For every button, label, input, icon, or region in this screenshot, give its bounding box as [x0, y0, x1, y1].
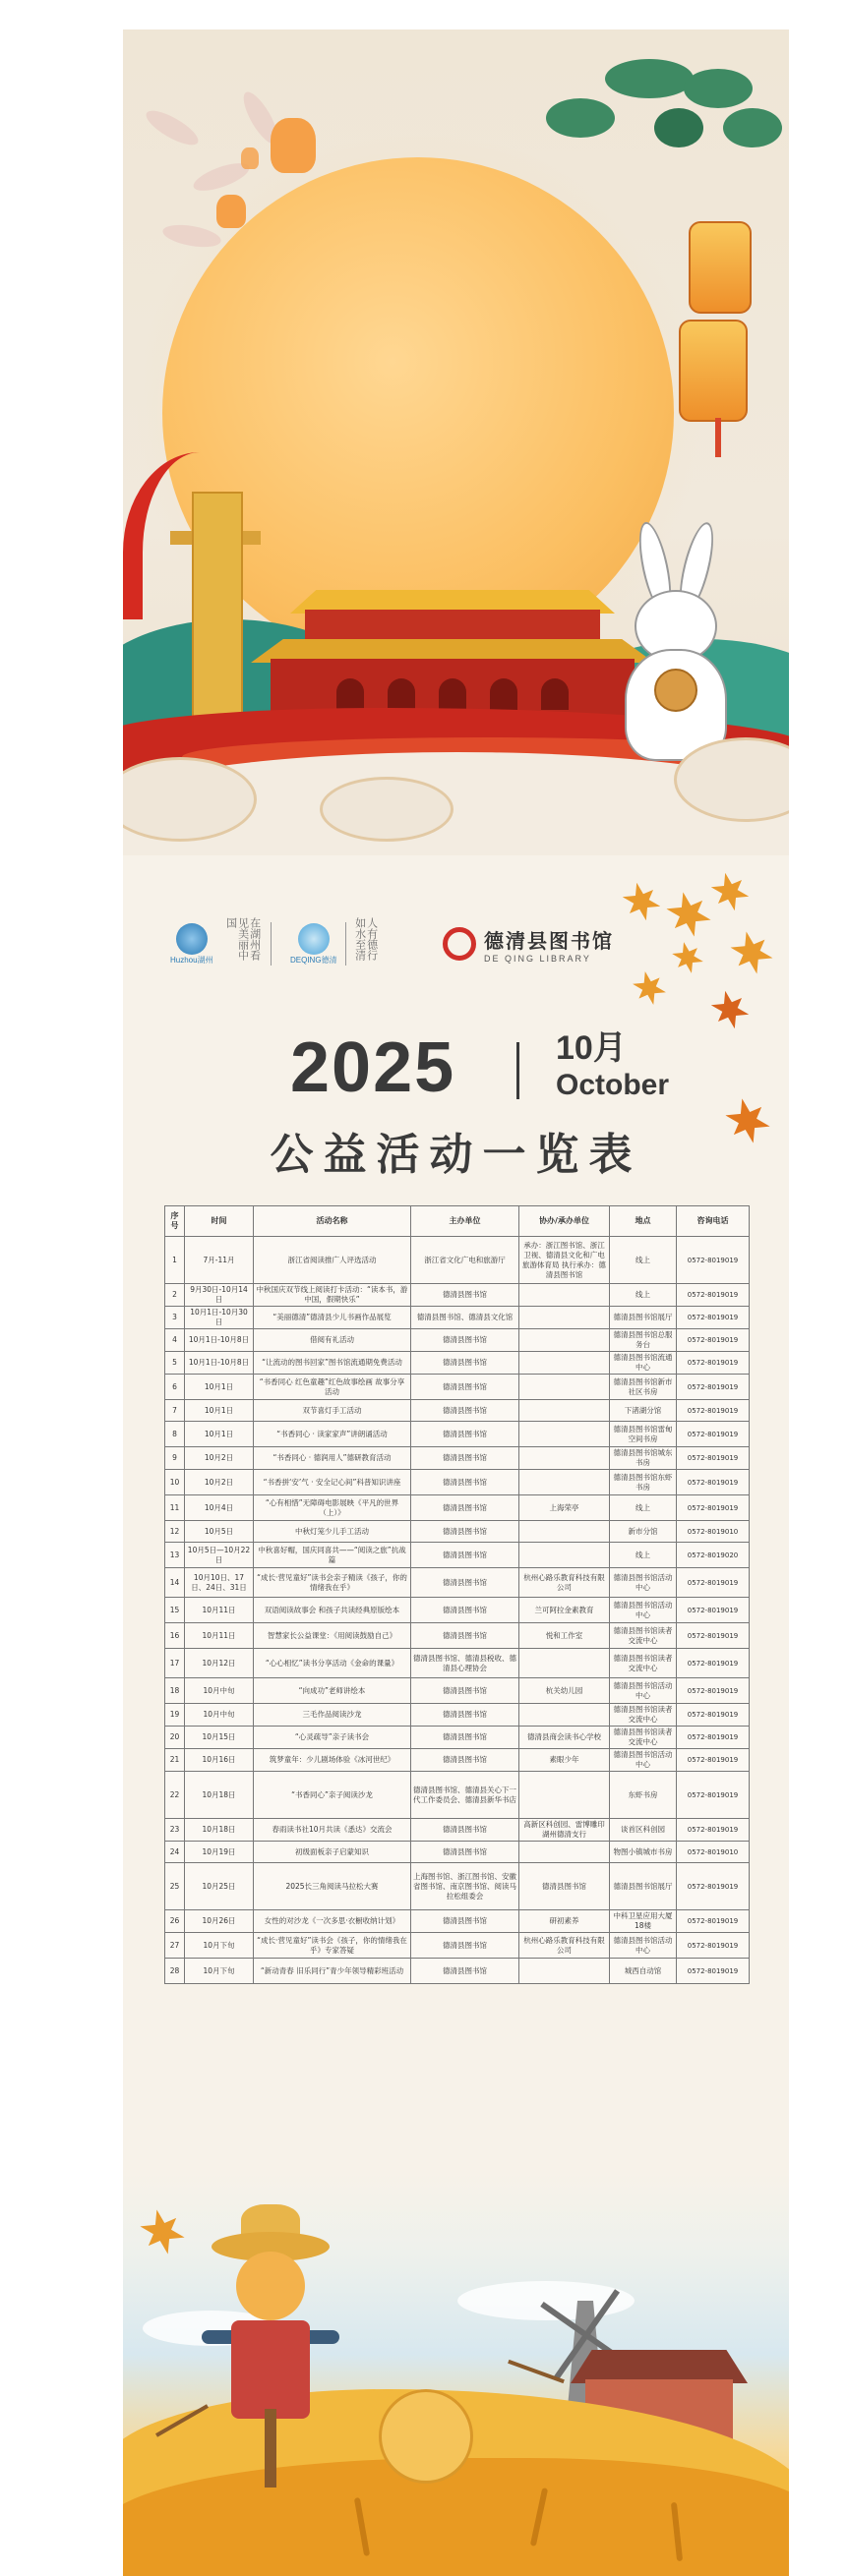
- table-cell: 德清县商会读书心学校: [519, 1727, 610, 1749]
- table-cell: 中科卫星应用大厦18楼: [610, 1910, 677, 1933]
- table-cell: 浙江省阅读推广人评选活动: [254, 1237, 411, 1284]
- table-cell: [519, 1400, 610, 1422]
- table-cell: 研初素养: [519, 1910, 610, 1933]
- table-cell: 10月26日: [185, 1910, 254, 1933]
- table-row: [165, 1521, 750, 1543]
- table-cell: [519, 1352, 610, 1375]
- table-cell: 15: [165, 1598, 185, 1623]
- table-row: [165, 1447, 750, 1470]
- table-cell: “心有相惜”无障碍电影展映《平凡的世界（上）》: [254, 1495, 411, 1521]
- table-cell: 0572-8019019: [677, 1237, 750, 1284]
- column-header: 时间: [185, 1206, 254, 1237]
- page-title: 公益活动一览表: [270, 1130, 642, 1180]
- table-cell: 线上: [610, 1284, 677, 1307]
- activity-table: [164, 1205, 750, 1984]
- table-cell: 新市分馆: [610, 1521, 677, 1543]
- table-header-row: [165, 1206, 750, 1237]
- table-cell: 0572-8019019: [677, 1284, 750, 1307]
- table-cell: [519, 1543, 610, 1568]
- table-cell: 德清县图书馆: [411, 1704, 519, 1727]
- table-cell: 23: [165, 1819, 185, 1842]
- table-cell: 10月5日—10月22日: [185, 1543, 254, 1568]
- top-margin: [0, 0, 847, 29]
- table-cell: 17: [165, 1649, 185, 1678]
- table-cell: 德清县图书馆展厅: [610, 1307, 677, 1329]
- table-row: [165, 1568, 750, 1598]
- table-row: [165, 1649, 750, 1678]
- table-cell: 德清县图书馆、德清县关心下一代工作委员会、德清县新华书店: [411, 1772, 519, 1819]
- table-cell: 德清县图书馆: [411, 1910, 519, 1933]
- table-cell: 20: [165, 1727, 185, 1749]
- table-cell: 德清县图书馆: [411, 1470, 519, 1495]
- table-cell: 0572-8019019: [677, 1749, 750, 1772]
- table-cell: “成长·营见童好”读书会亲子精读《孩子，你的情绪我在乎》: [254, 1568, 411, 1598]
- table-cell: 中秋喜好帽，国庆同喜共——“阅读之旅”抗战篇: [254, 1543, 411, 1568]
- table-cell: 德清县图书馆: [411, 1819, 519, 1842]
- table-cell: 0572-8019019: [677, 1307, 750, 1329]
- huzhou-slogan: 在湖州看见美丽中国: [224, 917, 262, 961]
- table-cell: “向成功”老师讲绘本: [254, 1678, 411, 1704]
- table-row: [165, 1933, 750, 1959]
- table-cell: 0572-8019019: [677, 1727, 750, 1749]
- table-cell: 德清县图书馆: [411, 1329, 519, 1352]
- table-cell: 德清县图书馆活动中心: [610, 1598, 677, 1623]
- table-cell: 线上: [610, 1237, 677, 1284]
- table-cell: 承办：浙江图书馆、浙江卫视、德清县文化和广电旅游体育局 执行承办：德清县图书馆: [519, 1237, 610, 1284]
- table-cell: 高新区科创园、雷博雕印湖州德清支行: [519, 1819, 610, 1842]
- table-cell: 春雨读书社10月共读《悉达》交流会: [254, 1819, 411, 1842]
- table-cell: [519, 1842, 610, 1863]
- table-cell: 德清县图书馆: [411, 1678, 519, 1704]
- table-cell: 18: [165, 1678, 185, 1704]
- table-cell: [519, 1521, 610, 1543]
- table-cell: 10月15日: [185, 1727, 254, 1749]
- table-cell: 28: [165, 1959, 185, 1984]
- deqing-mark-icon: [298, 923, 330, 955]
- table-cell: [519, 1447, 610, 1470]
- table-cell: 德清县图书馆雷甸空间书房: [610, 1422, 677, 1447]
- table-cell: 德清县图书馆: [411, 1598, 519, 1623]
- table-cell: 10月18日: [185, 1772, 254, 1819]
- table-row: [165, 1284, 750, 1307]
- library-name: 德清县图书馆: [484, 928, 614, 953]
- table-cell: 25: [165, 1863, 185, 1910]
- table-cell: 16: [165, 1623, 185, 1649]
- table-cell: 0572-8019019: [677, 1819, 750, 1842]
- sky-lantern-icon: [271, 118, 316, 173]
- table-cell: 德清县图书馆、德清县税收、德清县心理协会: [411, 1649, 519, 1678]
- table-cell: 德清县图书馆: [411, 1543, 519, 1568]
- table-cell: 德清县图书馆: [411, 1422, 519, 1447]
- table-cell: [519, 1375, 610, 1400]
- table-cell: 下渚湖分馆: [610, 1400, 677, 1422]
- table-cell: 0572-8019019: [677, 1470, 750, 1495]
- table-cell: 德清县图书馆展厅: [610, 1863, 677, 1910]
- table-cell: 城西自动馆: [610, 1959, 677, 1984]
- table-cell: 杭关幼儿园: [519, 1678, 610, 1704]
- maple-leaf-icon: [135, 2204, 191, 2260]
- table-row: [165, 1910, 750, 1933]
- table-cell: 东虾书房: [610, 1772, 677, 1819]
- table-cell: 德清县图书馆城东书房: [610, 1447, 677, 1470]
- table-cell: 兰可阿拉金素教育: [519, 1598, 610, 1623]
- table-row: [165, 1470, 750, 1495]
- table-cell: 10月11日: [185, 1623, 254, 1649]
- year-heading: 2025: [290, 1028, 456, 1107]
- table-row: [165, 1375, 750, 1400]
- table-row: [165, 1749, 750, 1772]
- table-cell: 双节喜灯手工活动: [254, 1400, 411, 1422]
- huzhou-logo-text: Huzhou湖州: [170, 955, 213, 965]
- palace-lantern-icon: [689, 221, 752, 314]
- table-cell: “书香同心 红色童趣”红色故事绘画 故事分享活动: [254, 1375, 411, 1400]
- table-cell: 24: [165, 1842, 185, 1863]
- table-cell: 杭州心路乐教育科技有限公司: [519, 1933, 610, 1959]
- table-cell: 10: [165, 1470, 185, 1495]
- table-cell: 德清县图书馆: [411, 1375, 519, 1400]
- table-cell: 9: [165, 1447, 185, 1470]
- table-cell: “成长·营见童好”读书会《孩子，你的情绪我在乎》专家答疑: [254, 1933, 411, 1959]
- table-cell: 5: [165, 1352, 185, 1375]
- table-cell: 10月5日: [185, 1521, 254, 1543]
- table-row: [165, 1400, 750, 1422]
- table-cell: 0572-8019019: [677, 1568, 750, 1598]
- table-cell: 三毛作品阅读沙龙: [254, 1704, 411, 1727]
- table-cell: 2025长三角阅读马拉松大赛: [254, 1863, 411, 1910]
- column-header: 主办单位: [411, 1206, 519, 1237]
- table-cell: 14: [165, 1568, 185, 1598]
- table-cell: 10月2日: [185, 1447, 254, 1470]
- table-cell: 0572-8019019: [677, 1678, 750, 1704]
- table-cell: 中秋灯笼少儿手工活动: [254, 1521, 411, 1543]
- hay-bale: [379, 2389, 473, 2484]
- table-cell: 0572-8019019: [677, 1649, 750, 1678]
- table-cell: 素眼少年: [519, 1749, 610, 1772]
- table-cell: 德清县图书馆活动中心: [610, 1678, 677, 1704]
- column-header: 咨询电话: [677, 1206, 750, 1237]
- table-cell: 3: [165, 1307, 185, 1329]
- table-cell: 悦和工作室: [519, 1623, 610, 1649]
- table-row: [165, 1623, 750, 1649]
- table-cell: 7: [165, 1400, 185, 1422]
- table-cell: 德清县图书馆: [411, 1842, 519, 1863]
- table-row: [165, 1543, 750, 1568]
- table-row: [165, 1422, 750, 1447]
- harvest-illustration: [123, 2173, 789, 2576]
- table-cell: 0572-8019019: [677, 1772, 750, 1819]
- maple-leaf-icon: [706, 868, 754, 915]
- table-cell: 中秋国庆双节线上阅读打卡活动：“读本书，游中国，假期快乐”: [254, 1284, 411, 1307]
- table-cell: 德清县图书馆读者交流中心: [610, 1727, 677, 1749]
- table-cell: 9月30日-10月14日: [185, 1284, 254, 1307]
- table-cell: 10月2日: [185, 1470, 254, 1495]
- table-cell: 8: [165, 1422, 185, 1447]
- table-cell: 德清县图书馆: [411, 1568, 519, 1598]
- table-cell: 27: [165, 1933, 185, 1959]
- deqing-slogan: 人有德行如水至清: [353, 917, 379, 961]
- table-row: [165, 1495, 750, 1521]
- table-cell: “书香同心”亲子阅读沙龙: [254, 1772, 411, 1819]
- table-cell: 德清县图书馆: [411, 1495, 519, 1521]
- table-cell: “书香拼‘安’气 · 安全记心间”科普知识讲座: [254, 1470, 411, 1495]
- table-row: [165, 1772, 750, 1819]
- table-cell: [519, 1284, 610, 1307]
- table-cell: 1: [165, 1237, 185, 1284]
- table-cell: 10月16日: [185, 1749, 254, 1772]
- table-cell: 物图小镇城市书房: [610, 1842, 677, 1863]
- logo-divider: [271, 922, 272, 966]
- table-row: [165, 1237, 750, 1284]
- table-cell: [519, 1470, 610, 1495]
- table-cell: [519, 1307, 610, 1329]
- table-cell: 德清县图书馆读者交流中心: [610, 1623, 677, 1649]
- column-header: 活动名称: [254, 1206, 411, 1237]
- table-cell: 德清县图书馆: [411, 1749, 519, 1772]
- table-cell: 德清县图书馆: [411, 1521, 519, 1543]
- jade-rabbit-icon: [625, 521, 723, 757]
- table-cell: 0572-8019010: [677, 1521, 750, 1543]
- table-cell: 德清县图书馆读者交流中心: [610, 1704, 677, 1727]
- table-cell: “心灵疏导”亲子读书会: [254, 1727, 411, 1749]
- table-cell: 22: [165, 1772, 185, 1819]
- table-cell: 10月25日: [185, 1863, 254, 1910]
- table-cell: 0572-8019019: [677, 1400, 750, 1422]
- table-cell: 10月12日: [185, 1649, 254, 1678]
- huzhou-mark-icon: [176, 923, 208, 955]
- sky-lantern-icon: [216, 195, 246, 228]
- table-cell: 德清县图书馆活动中心: [610, 1568, 677, 1598]
- library-swirl-icon: [443, 927, 476, 961]
- table-cell: 德清县图书馆: [411, 1623, 519, 1649]
- table-cell: 德清县图书馆: [411, 1959, 519, 1984]
- table-cell: 借阅有礼活动: [254, 1329, 411, 1352]
- table-cell: 10月中旬: [185, 1704, 254, 1727]
- table-cell: 0572-8019019: [677, 1447, 750, 1470]
- table-cell: 浙江省文化广电和旅游厅: [411, 1237, 519, 1284]
- table-cell: 10月11日: [185, 1598, 254, 1623]
- table-cell: 德清县图书馆: [411, 1284, 519, 1307]
- table-cell: 0572-8019019: [677, 1495, 750, 1521]
- maple-leaf-icon: [629, 967, 670, 1009]
- table-cell: 德清县图书馆: [519, 1863, 610, 1910]
- table-cell: 双语阅读故事会 和孩子共读经典原版绘本: [254, 1598, 411, 1623]
- table-cell: 0572-8019019: [677, 1910, 750, 1933]
- table-cell: 11: [165, 1495, 185, 1521]
- palace-lantern-icon: [679, 320, 748, 422]
- table-cell: 7月-11月: [185, 1237, 254, 1284]
- table-cell: “让流动的图书回家”图书馆流通期免费活动: [254, 1352, 411, 1375]
- table-cell: 0572-8019019: [677, 1704, 750, 1727]
- table-cell: 13: [165, 1543, 185, 1568]
- maple-leaf-icon: [706, 986, 754, 1033]
- heading-divider: [516, 1042, 519, 1099]
- table-cell: 女性的对沙龙《一次多思·衣橱收纳计划》: [254, 1910, 411, 1933]
- table-cell: 0572-8019019: [677, 1623, 750, 1649]
- month-cn: 10月: [556, 1029, 627, 1067]
- table-cell: [519, 1772, 610, 1819]
- table-row: [165, 1598, 750, 1623]
- auspicious-cloud: [320, 777, 454, 842]
- table-row: [165, 1704, 750, 1727]
- table-row: [165, 1959, 750, 1984]
- table-cell: “书香同心 · 德润用人”德研教育活动: [254, 1447, 411, 1470]
- table-cell: 德清县图书馆东虾书房: [610, 1470, 677, 1495]
- huabiao-pillar: [192, 492, 243, 722]
- table-cell: “美丽德清”德清县少儿书画作品展览: [254, 1307, 411, 1329]
- table-row: [165, 1842, 750, 1863]
- mid-autumn-illustration: [123, 29, 789, 855]
- table-cell: 智慧家长公益课堂：《用阅读鼓励自己》: [254, 1623, 411, 1649]
- table-cell: 德清县图书馆总服务台: [610, 1329, 677, 1352]
- table-cell: 10月1日-10月8日: [185, 1329, 254, 1352]
- column-header: 地点: [610, 1206, 677, 1237]
- table-cell: 21: [165, 1749, 185, 1772]
- table-cell: [519, 1422, 610, 1447]
- table-cell: 德清县图书馆: [411, 1447, 519, 1470]
- table-cell: 0572-8019019: [677, 1863, 750, 1910]
- table-cell: 上海荣亭: [519, 1495, 610, 1521]
- table-row: [165, 1678, 750, 1704]
- month-en: October: [556, 1069, 670, 1101]
- deqing-logo: [290, 914, 378, 973]
- table-cell: 0572-8019019: [677, 1959, 750, 1984]
- maple-leaf-icon: [661, 887, 717, 943]
- table-cell: 10月1日-10月8日: [185, 1352, 254, 1375]
- table-cell: 线上: [610, 1495, 677, 1521]
- table-cell: [519, 1329, 610, 1352]
- table-cell: 0572-8019019: [677, 1329, 750, 1352]
- table-cell: “新动青春 旧乐同行”青少年领导精彩班活动: [254, 1959, 411, 1984]
- table-row: [165, 1329, 750, 1352]
- huzhou-logo: [170, 914, 261, 973]
- table-cell: 0572-8019019: [677, 1933, 750, 1959]
- table-cell: 2: [165, 1284, 185, 1307]
- table-cell: 0572-8019019: [677, 1422, 750, 1447]
- table-cell: 上海图书馆、浙江图书馆、安徽省图书馆、南京图书馆、阅读马拉松组委会: [411, 1863, 519, 1910]
- table-cell: 6: [165, 1375, 185, 1400]
- table-cell: 德清县图书馆活动中心: [610, 1749, 677, 1772]
- mooncake-icon: [654, 669, 697, 712]
- table-cell: 26: [165, 1910, 185, 1933]
- table-cell: 德清县图书馆、德清县文化馆: [411, 1307, 519, 1329]
- table-cell: [519, 1649, 610, 1678]
- table-cell: 德清县图书馆流通中心: [610, 1352, 677, 1375]
- table-cell: 10月下旬: [185, 1959, 254, 1984]
- table-cell: 初级面板亲子启蒙知识: [254, 1842, 411, 1863]
- table-cell: 4: [165, 1329, 185, 1352]
- table-row: [165, 1863, 750, 1910]
- sponsor-logos: [162, 914, 635, 973]
- table-cell: 10月中旬: [185, 1678, 254, 1704]
- poster: [123, 29, 789, 2576]
- table-cell: 德清县图书馆: [411, 1352, 519, 1375]
- pine-branch: [536, 39, 789, 157]
- table-cell: 筑梦童年：少儿剧场体验《冰河世纪》: [254, 1749, 411, 1772]
- farmhouse-roof: [571, 2350, 748, 2383]
- table-cell: 10月下旬: [185, 1933, 254, 1959]
- table-cell: 10月1日: [185, 1422, 254, 1447]
- table-cell: 19: [165, 1704, 185, 1727]
- table-cell: “书香同心 · 读家家声”讲朗诵活动: [254, 1422, 411, 1447]
- table-cell: 10月1日-10月30日: [185, 1307, 254, 1329]
- table-cell: 10月1日: [185, 1400, 254, 1422]
- table-cell: 线上: [610, 1543, 677, 1568]
- table-cell: 德清县图书馆读者交流中心: [610, 1649, 677, 1678]
- table-cell: “心心相忆”读书分享活动《金命的课量》: [254, 1649, 411, 1678]
- column-header: 序号: [165, 1206, 185, 1237]
- table-cell: 德清县图书馆: [411, 1933, 519, 1959]
- table-cell: 德清县图书馆: [411, 1400, 519, 1422]
- table-cell: 0572-8019020: [677, 1543, 750, 1568]
- sky-lantern-icon: [241, 147, 259, 169]
- table-cell: 10月18日: [185, 1819, 254, 1842]
- table-cell: 0572-8019019: [677, 1598, 750, 1623]
- table-cell: 0572-8019019: [677, 1352, 750, 1375]
- table-cell: 德清县图书馆新市社区书房: [610, 1375, 677, 1400]
- table-cell: 0572-8019019: [677, 1375, 750, 1400]
- maple-leaf-icon: [725, 926, 778, 979]
- table-cell: [519, 1704, 610, 1727]
- deqing-logo-text: DEQING德清: [290, 955, 337, 965]
- table-cell: 德清县图书馆活动中心: [610, 1933, 677, 1959]
- column-header: 协办/承办单位: [519, 1206, 610, 1237]
- table-row: [165, 1307, 750, 1329]
- table-cell: 杭州心路乐教育科技有限公司: [519, 1568, 610, 1598]
- table-cell: 12: [165, 1521, 185, 1543]
- library-logo: [443, 914, 614, 973]
- table-cell: 谈首区科创园: [610, 1819, 677, 1842]
- table-row: [165, 1352, 750, 1375]
- table-row: [165, 1727, 750, 1749]
- table-cell: [519, 1959, 610, 1984]
- table-cell: 0572-8019010: [677, 1842, 750, 1863]
- table-cell: 10月19日: [185, 1842, 254, 1863]
- table-cell: 10月10日、17日、24日、31日: [185, 1568, 254, 1598]
- scarecrow-icon: [202, 2232, 339, 2488]
- table-cell: 10月4日: [185, 1495, 254, 1521]
- table-row: [165, 1819, 750, 1842]
- maple-leaf-icon: [668, 938, 707, 977]
- tiananmen-upper-hall: [305, 610, 600, 641]
- table-cell: 德清县图书馆: [411, 1727, 519, 1749]
- library-name-en: DE QING LIBRARY: [484, 953, 591, 964]
- lantern-tassel: [715, 418, 721, 457]
- table-cell: 10月1日: [185, 1375, 254, 1400]
